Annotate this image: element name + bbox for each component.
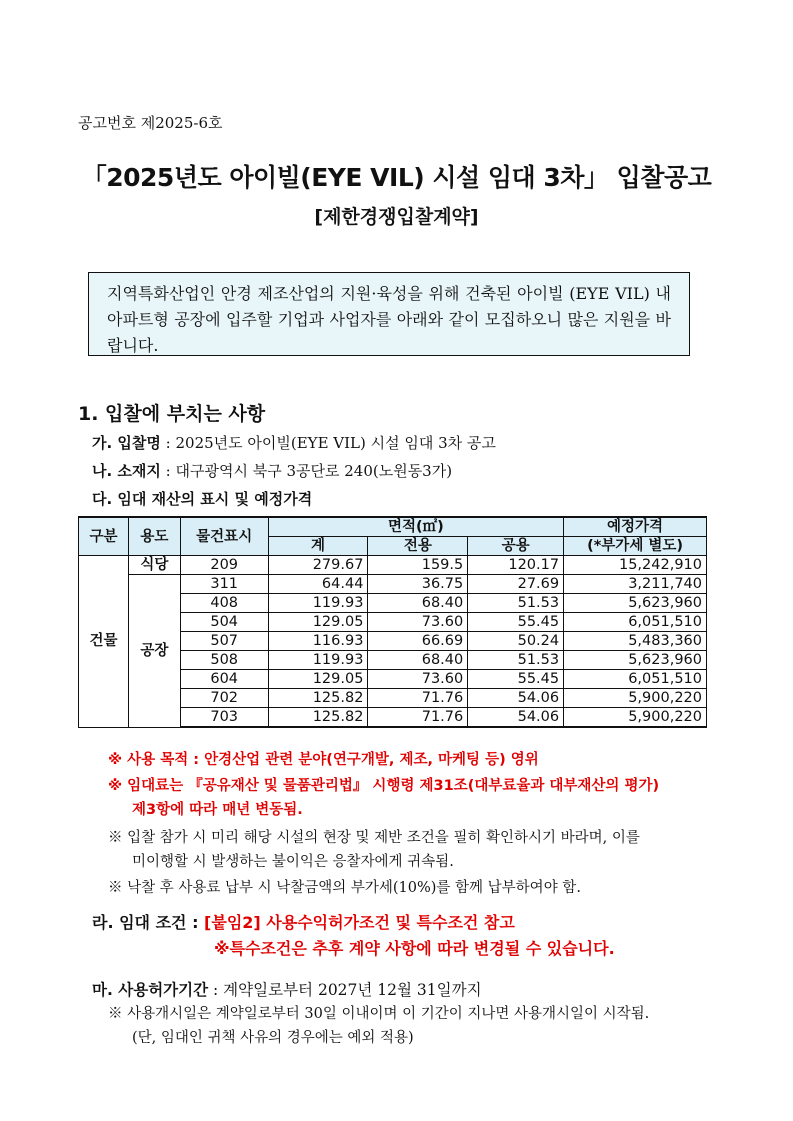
note-vat: ※ 낙찰 후 사용료 납부 시 낙찰금액의 부가세(10%)를 함께 납부하여야 함.	[108, 880, 581, 896]
section1-heading: 1. 입찰에 부치는 사항	[78, 403, 266, 425]
cell-total: 129.05	[268, 670, 368, 689]
cell-item: 703	[180, 708, 268, 728]
cell-item: 702	[180, 689, 268, 708]
cell-exclusive: 159.5	[368, 556, 468, 575]
cell-item: 504	[180, 613, 268, 632]
cell-item: 508	[180, 651, 268, 670]
page-subtitle: [제한경쟁입찰계약]	[314, 206, 479, 228]
cell-common: 51.53	[468, 594, 564, 613]
cell-price: 5,483,360	[564, 632, 707, 651]
location-line	[92, 460, 452, 481]
note-site-check	[108, 826, 740, 874]
col-area-common: 공용	[468, 537, 564, 556]
col-item: 물건표시	[180, 517, 268, 556]
cell-price: 5,623,960	[564, 651, 707, 670]
cell-total: 116.93	[268, 632, 368, 651]
note-rent-change-line2: 제3항에 따라 매년 변동됨.	[132, 802, 303, 818]
lease-conditions-label: 라. 임대 조건 :	[92, 913, 205, 932]
cell-total: 125.82	[268, 708, 368, 728]
cell-price: 6,051,510	[564, 613, 707, 632]
col-area-total: 계	[268, 537, 368, 556]
location-value: : 대구광역시 북구 3공단로 240(노원동3가)	[160, 462, 453, 480]
note-start-date-line2: (단, 임대인 귀책 사유의 경우에는 예외 적용)	[132, 1030, 414, 1046]
col-usage: 용도	[128, 517, 180, 556]
cell-exclusive: 73.60	[368, 613, 468, 632]
cell-item: 408	[180, 594, 268, 613]
notice-number: 공고번호 제2025-6호	[78, 114, 223, 132]
cell-total: 119.93	[268, 594, 368, 613]
cell-price: 5,623,960	[564, 594, 707, 613]
cell-item: 311	[180, 575, 268, 594]
cell-common: 27.69	[468, 575, 564, 594]
bid-name-label: 가. 입찰명	[92, 434, 161, 452]
property-heading: 다. 임대 재산의 표시 및 예정가격	[92, 490, 313, 508]
note-usage-purpose: ※ 사용 목적 : 안경산업 관련 분야(연구개발, 제조, 마케팅 등) 영위	[108, 752, 539, 768]
intro-text: 지역특화산업인 안경 제조산업의 지원·육성을 위해 건축된 아이빌 (EYE VIL) 내 아파트형 공장에 입주할 기업과 사업자를 아래와 같이 모집하오니 많은 지원을 바랍니다.	[107, 284, 671, 355]
col-area: 면적(㎡)	[268, 517, 564, 537]
cell-total: 279.67	[268, 556, 368, 575]
cell-price: 5,900,220	[564, 689, 707, 708]
cell-item: 209	[180, 556, 268, 575]
cell-common: 55.45	[468, 670, 564, 689]
note-rent-change	[108, 774, 740, 822]
usage-restaurant: 식당	[128, 556, 180, 575]
col-category: 구분	[79, 517, 129, 556]
cell-exclusive: 68.40	[368, 651, 468, 670]
cell-common: 54.06	[468, 708, 564, 728]
cell-common: 51.53	[468, 651, 564, 670]
cell-exclusive: 71.76	[368, 689, 468, 708]
cell-exclusive: 36.75	[368, 575, 468, 594]
cell-price: 5,900,220	[564, 708, 707, 728]
permit-period-line	[92, 978, 482, 1000]
bid-name-line	[92, 432, 496, 453]
group-building: 건물	[79, 556, 129, 728]
cell-total: 119.93	[268, 651, 368, 670]
note-rent-change-line1: ※ 임대료는 『공유재산 및 물품관리법』 시행령 제31조(대부료율과 대부재산의 평가)	[108, 778, 660, 794]
usage-factory: 공장	[128, 575, 180, 728]
table-row	[79, 556, 707, 575]
permit-period-label: 마. 사용허가기간	[92, 981, 209, 999]
cell-price: 6,051,510	[564, 670, 707, 689]
cell-common: 120.17	[468, 556, 564, 575]
cell-total: 125.82	[268, 689, 368, 708]
note-site-check-line2: 미이행할 시 발생하는 불이익은 응찰자에게 귀속됨.	[132, 854, 454, 870]
col-price: 예정가격	[564, 517, 707, 537]
bid-name-value: : 2025년도 아이빌(EYE VIL) 시설 임대 3차 공고	[160, 434, 496, 452]
lease-conditions-line	[92, 910, 515, 933]
cell-common: 54.06	[468, 689, 564, 708]
permit-period-value: : 계약일로부터 2027년 12월 31일까지	[208, 981, 482, 999]
location-label: 나. 소재지	[92, 462, 161, 480]
note-site-check-line1: ※ 입찰 참가 시 미리 해당 시설의 현장 및 제반 조건을 필히 확인하시기 바라며, 이를	[108, 830, 640, 846]
col-price-note: (*부가세 별도)	[564, 537, 707, 556]
cell-total: 129.05	[268, 613, 368, 632]
table-row	[79, 575, 707, 594]
cell-item: 604	[180, 670, 268, 689]
property-heading-line	[92, 488, 312, 509]
cell-common: 55.45	[468, 613, 564, 632]
cell-total: 64.44	[268, 575, 368, 594]
page-title: 「2025년도 아이빌(EYE VIL) 시설 임대 3차」 입찰공고	[81, 163, 712, 192]
note-start-date	[108, 1002, 740, 1050]
lease-conditions-value: [붙임2] 사용수익허가조건 및 특수조건 참고	[204, 913, 515, 932]
cell-item: 507	[180, 632, 268, 651]
cell-common: 50.24	[468, 632, 564, 651]
cell-exclusive: 68.40	[368, 594, 468, 613]
cell-price: 3,211,740	[564, 575, 707, 594]
col-area-exclusive: 전용	[368, 537, 468, 556]
cell-exclusive: 66.69	[368, 632, 468, 651]
intro-box	[88, 272, 690, 356]
special-conditions-note: ※특수조건은 추후 계약 사항에 따라 변경될 수 있습니다.	[214, 939, 615, 958]
rental-property-table	[78, 516, 707, 728]
note-start-date-line1: ※ 사용개시일은 계약일로부터 30일 이내이며 이 기간이 지나면 사용개시일이 시작됨.	[108, 1006, 650, 1022]
cell-exclusive: 73.60	[368, 670, 468, 689]
cell-exclusive: 71.76	[368, 708, 468, 728]
cell-price: 15,242,910	[564, 556, 707, 575]
